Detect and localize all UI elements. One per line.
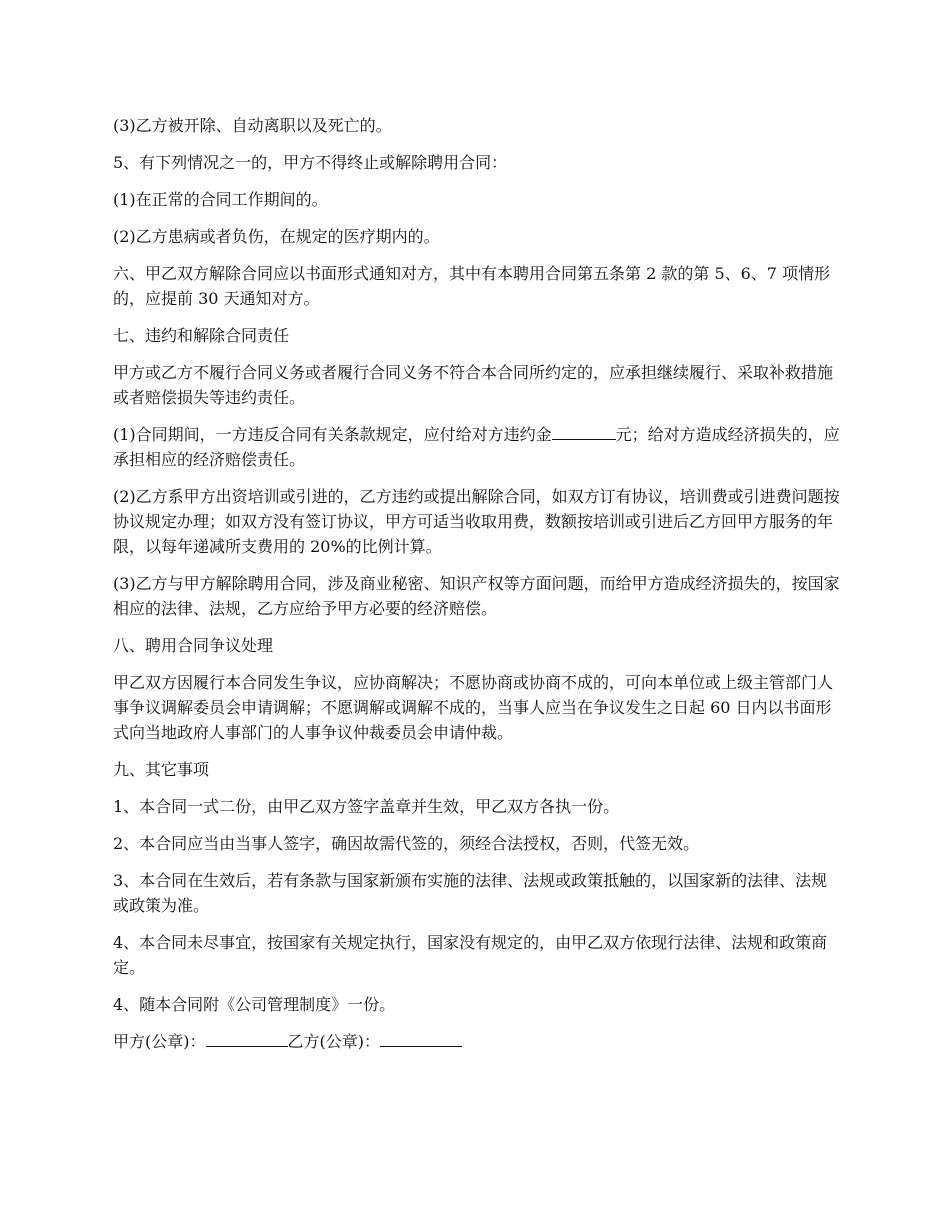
section-7-intro-paragraph: 甲方或乙方不履行合同义务或者履行合同义务不符合本合同所约定的，应承担继续履行、采取补救措施或者赔偿损失等违约责任。 <box>113 363 834 407</box>
clause-5-3-paragraph: (3)乙方被开除、自动离职以及死亡的。 <box>113 116 392 135</box>
penalty-clause-before-text: (1)合同期间，一方违反合同有关条款规定，应付给对方违约金 <box>113 425 552 444</box>
party-a-seal-label: 甲方(公章)： <box>113 1032 206 1051</box>
dispute-resolution-paragraph: 甲乙双方因履行本合同发生争议，应协商解决；不愿协商或协商不成的，可向本单位或上级主管部门人事争议调解委员会申请调解；不愿调解或调解不成的，当事人应当在争议发生之日起 60 日内以书面形式向当地政府人事部门的人事争议仲裁委员会申请仲裁。 <box>113 673 834 742</box>
training-fee-paragraph: (2)乙方系甲方出资培训或引进的，乙方违约或提出解除合同，如双方订有协议，培训费或引进费问题按协议规定办理；如双方没有签订协议，甲方可适当收取用费，数额按培训或引进后乙方回甲方服务的年限，以每年递减所支费用的 20%的比例计算。 <box>113 487 840 556</box>
clause-5-heading-paragraph: 5、有下列情况之一的，甲方不得终止或解除聘用合同： <box>113 153 508 172</box>
section-7-heading: 七、违约和解除合同责任 <box>113 326 290 345</box>
party-b-seal-label: 乙方(公章)： <box>287 1032 380 1051</box>
other-item-3-paragraph: 3、本合同在生效后，若有条款与国家新颁布实施的法律、法规或政策抵触的，以国家新的法律、法规或政策为准。 <box>113 871 828 915</box>
other-item-4-paragraph: 4、本合同未尽事宜，按国家有关规定执行，国家没有规定的，由甲乙双方依现行法律、法规和政策商定。 <box>113 933 828 977</box>
other-item-1-paragraph: 1、本合同一式二份，由甲乙双方签字盖章并生效，甲乙双方各执一份。 <box>113 797 620 816</box>
section-8-heading: 八、聘用合同争议处理 <box>113 636 274 655</box>
signature-line <box>113 1029 843 1054</box>
party-b-signature-blank <box>380 1029 462 1047</box>
penalty-amount-blank <box>552 422 616 440</box>
clause-5-item-2-paragraph: (2)乙方患病或者负伤，在规定的医疗期内的。 <box>113 227 440 246</box>
other-item-4b-paragraph: 4、随本合同附《公司管理制度》一份。 <box>113 995 396 1014</box>
penalty-clause-after-text: 元；给对方造成经济损失的，应承担相应的经济赔偿责任。 <box>113 425 840 469</box>
contract-body <box>113 113 843 1066</box>
penalty-clause-paragraph <box>113 422 843 472</box>
section-9-heading: 九、其它事项 <box>113 760 210 779</box>
clause-5-item-1-paragraph: (1)在正常的合同工作期间的。 <box>113 190 328 209</box>
party-a-signature-blank <box>206 1029 288 1047</box>
trade-secret-paragraph: (3)乙方与甲方解除聘用合同，涉及商业秘密、知识产权等方面问题，而给甲方造成经济损失的，按国家相应的法律、法规，乙方应给予甲方必要的经济赔偿。 <box>113 574 840 618</box>
section-6-paragraph: 六、甲乙双方解除合同应以书面形式通知对方，其中有本聘用合同第五条第 2 款的第 5、6、7 项情形的，应提前 30 天通知对方。 <box>113 264 831 308</box>
other-item-2-paragraph: 2、本合同应当由当事人签字，确因故需代签的，须经合法授权，否则，代签无效。 <box>113 834 700 853</box>
